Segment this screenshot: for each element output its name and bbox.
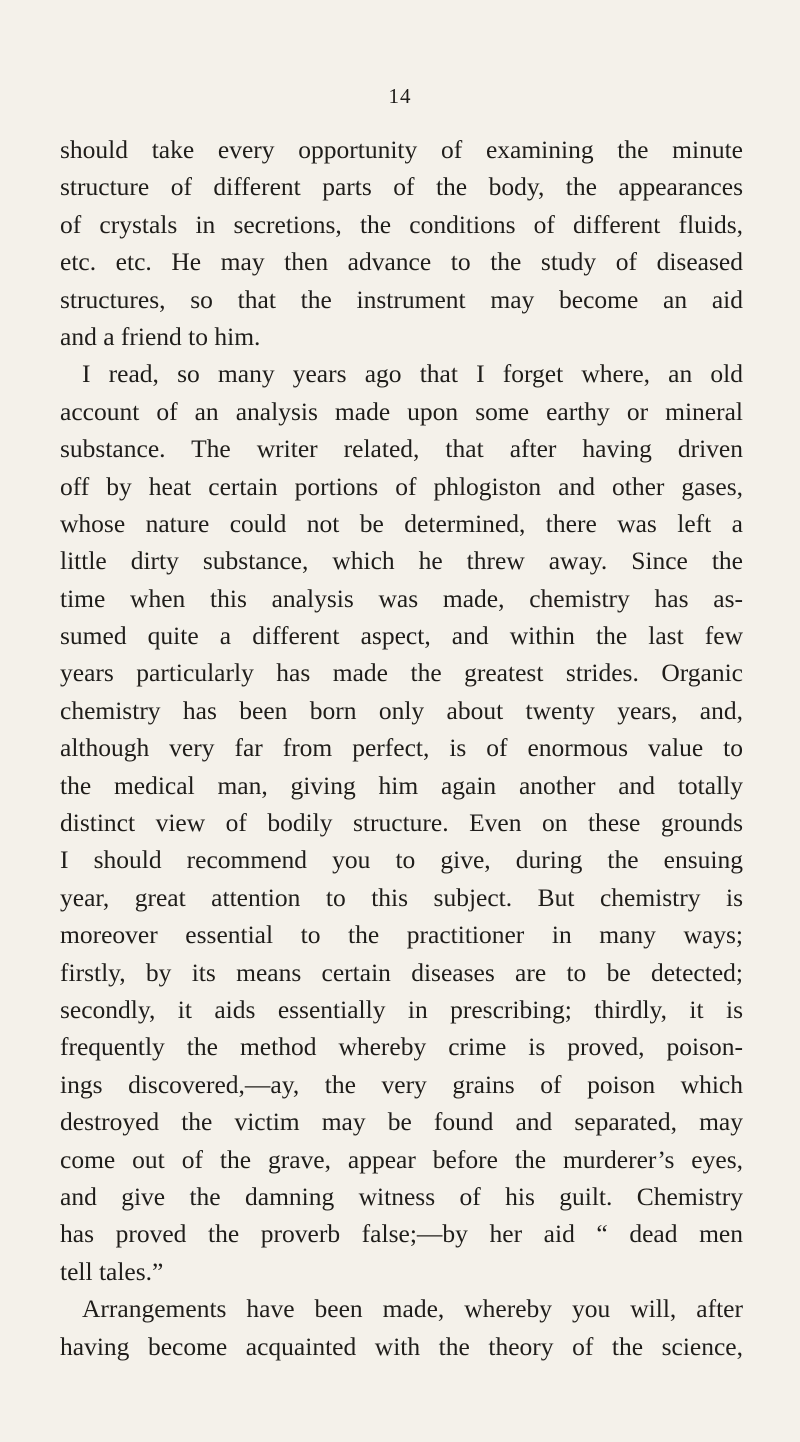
text-line: chemistry has been born only about twenty years, and, <box>60 695 743 725</box>
text-line: of crystals in secretions, the conditions of different fluids, <box>60 209 743 239</box>
text-line: tell tales.” <box>60 1256 164 1286</box>
text-line: whose nature could not be determined, there was left a <box>60 508 743 538</box>
text-line: has proved the proverb false;—by her aid “ dead men <box>60 1219 743 1249</box>
text-line: structures, so that the instrument may become an aid <box>60 284 743 314</box>
text-line: little dirty substance, which he threw away. Since the <box>60 546 743 576</box>
text-line: I should recommend you to give, during the ensuing <box>60 845 743 875</box>
body-text <box>60 131 743 1365</box>
text-line: structure of different parts of the body, the appearances <box>60 172 743 202</box>
page-number: 14 <box>388 84 412 108</box>
text-line: sumed quite a different aspect, and within the last few <box>60 621 743 651</box>
text-line: the medical man, giving him again another and totally <box>60 770 743 800</box>
text-line: time when this analysis was made, chemistry has as- <box>60 583 743 613</box>
paragraph-start-line: I read, so many years ago that I forget where, an old <box>82 359 743 389</box>
text-line: ings discovered,—ay, the very grains of poison which <box>60 1069 743 1099</box>
text-line: moreover essential to the practitioner in many ways; <box>60 920 743 950</box>
text-line: destroyed the victim may be found and separated, may <box>60 1107 743 1137</box>
text-line: and give the damning witness of his guilt. Chemistry <box>60 1181 743 1211</box>
text-line: although very far from perfect, is of enormous value to <box>60 733 743 763</box>
text-line: frequently the method whereby crime is proved, poison- <box>60 1032 743 1062</box>
paragraph-start-line: Arrangements have been made, whereby you will, after <box>82 1294 743 1324</box>
text-line: etc. etc. He may then advance to the study of diseased <box>60 247 743 277</box>
text-line: account of an analysis made upon some earthy or mineral <box>60 396 743 426</box>
text-line: firstly, by its means certain diseases are to be detected; <box>60 957 743 987</box>
text-line: distinct view of bodily structure. Even on these grounds <box>60 808 743 838</box>
text-line: secondly, it aids essentially in prescribing; thirdly, it is <box>60 994 743 1024</box>
text-line: off by heat certain portions of phlogiston and other gases, <box>60 471 743 501</box>
text-line: substance. The writer related, that after having driven <box>60 434 743 464</box>
text-line: year, great attention to this subject. But chemistry is <box>60 882 743 912</box>
text-line: years particularly has made the greatest strides. Organic <box>60 658 743 688</box>
text-line: should take every opportunity of examining the minute <box>60 135 743 164</box>
text-line: and a friend to him. <box>60 321 261 351</box>
text-line: having become acquainted with the theory of the science, <box>60 1331 743 1361</box>
text-line: come out of the grave, appear before the murderer’s eyes, <box>60 1144 743 1174</box>
